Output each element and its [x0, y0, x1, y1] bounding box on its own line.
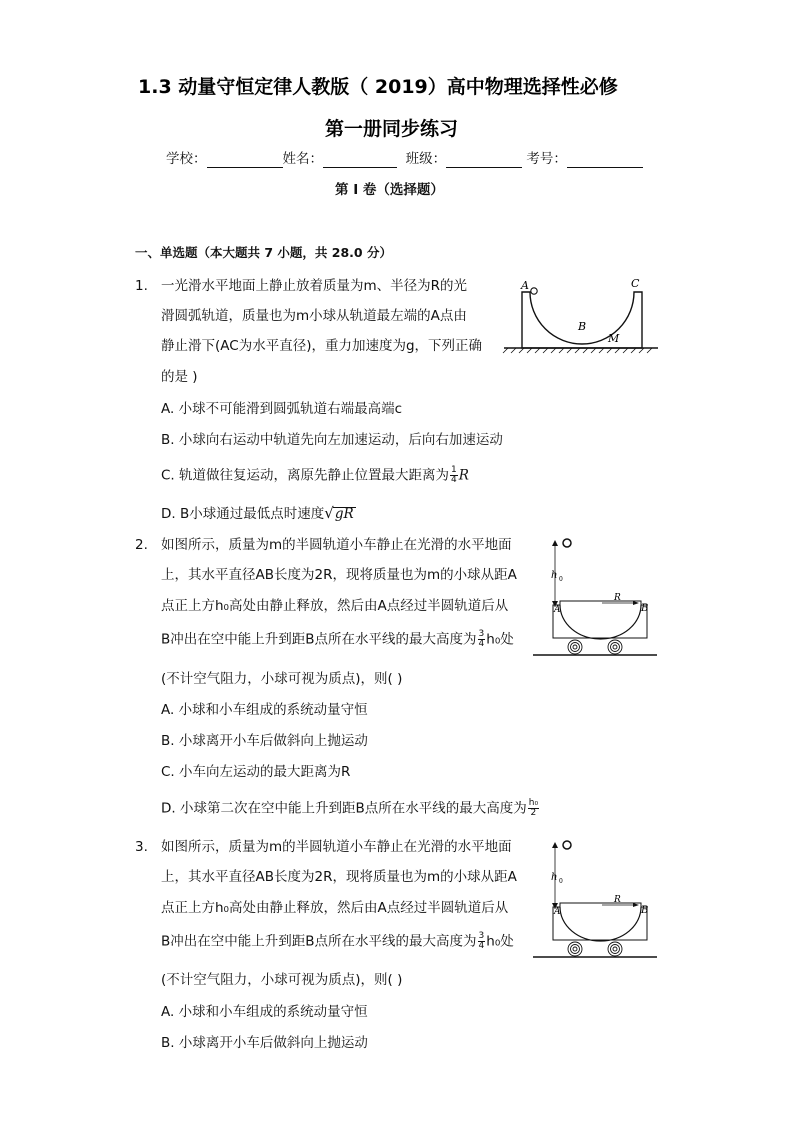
q3-option-b: B. 小球离开小车后做斜向上抛运动 [161, 1035, 368, 1051]
q1-track-diagram [502, 276, 662, 356]
q1-line1: 一光滑水平地面上静止放着质量为m、半径为R的光 [161, 278, 468, 294]
label-A: A [554, 605, 561, 615]
q3-number: 3. [135, 839, 148, 855]
section-title: 一、单选题（本大题共 7 小题，共 28.0 分） [135, 245, 392, 260]
q3-line5: (不计空气阻力，小球可视为质点)，则( ) [161, 972, 403, 988]
label-h-sub: 0 [559, 576, 563, 583]
fraction: $\frac{\text{h₀}}{2}$ [528, 798, 539, 818]
q2-line4: B冲出在空中能上升到距B点所在水平线的最大高度为 $\frac{3}{4}$ h₀处 [161, 629, 514, 649]
fraction: $\frac{3}{4}$ [478, 931, 485, 951]
label-M: M [608, 332, 620, 345]
q2-number: 2. [135, 537, 148, 553]
q1-option-a: A. 小球不可能滑到圆弧轨道右端最高端c [161, 401, 403, 417]
q2-option-d: D. 小球第二次在空中能上升到距B点所在水平线的最大高度为 $\frac{\text{h₀}}{2}$ [161, 798, 539, 818]
q1-line3: 静止滑下(AC为水平直径)，重力加速度为g，下列正确 [161, 338, 483, 354]
q1-line2: 滑圆弧轨道，质量也为m小球从轨道最左端的A点由 [161, 308, 467, 324]
volume-title: 第 I 卷（选择题） [335, 182, 444, 198]
class-field[interactable] [446, 153, 522, 168]
q3-cart-diagram [547, 837, 657, 967]
q3-line1: 如图所示，质量为m的半圆轨道小车静止在光滑的水平地面 [161, 839, 512, 855]
info-fields [166, 153, 643, 168]
q2-option-b: B. 小球离开小车后做斜向上抛运动 [161, 733, 368, 749]
q2-cart-diagram [547, 535, 657, 665]
label-C: C [631, 277, 640, 290]
q1-line4: 的是 ) [161, 369, 198, 385]
label-h-sub: 0 [559, 878, 563, 885]
page-title-line2: 第一册同步练习 [325, 118, 459, 140]
q3-line4: B冲出在空中能上升到距B点所在水平线的最大高度为 $\frac{3}{4}$ h₀处 [161, 931, 514, 951]
q3-option-a: A. 小球和小车组成的系统动量守恒 [161, 1004, 368, 1020]
q1-number: 1. [135, 278, 148, 294]
label-h: h [551, 570, 558, 581]
label-A: A [554, 907, 561, 917]
label-R: R [614, 593, 621, 603]
q2-option-c: C. 小车向左运动的最大距离为R [161, 764, 351, 780]
q2-line5: (不计空气阻力，小球可视为质点)，则( ) [161, 671, 403, 687]
sqrt-sign-icon: √ [324, 504, 334, 522]
label-h: h [551, 872, 558, 883]
fraction: $\frac{3}{4}$ [478, 629, 485, 649]
id-field[interactable] [567, 153, 643, 168]
label-B: B [641, 603, 649, 614]
name-label: 姓名： [282, 151, 323, 167]
q2-line2: 上，其水平直径AB长度为2R，现将质量也为m的小球从距A [161, 567, 517, 583]
q2-line1: 如图所示，质量为m的半圆轨道小车静止在光滑的水平地面 [161, 537, 512, 553]
q1-option-c: C. 轨道做往复运动，离原先静止位置最大距离为 $\frac{1}{4}$ R [161, 465, 469, 485]
class-label: 班级： [405, 151, 447, 167]
label-R: R [614, 895, 621, 905]
q1-option-b: B. 小球向右运动中轨道先向左加速运动，后向右加速运动 [161, 432, 503, 448]
school-field[interactable] [207, 153, 283, 168]
fraction: $\frac{1}{4}$ [451, 465, 457, 485]
page-title-line1: 1.3 动量守恒定律人教版（ 2019）高中物理选择性必修 [138, 76, 618, 98]
q3-line3: 点正上方h₀高处由静止释放，然后由A点经过半圆轨道后从 [161, 900, 509, 916]
wheel-icon [568, 640, 622, 654]
label-A: A [521, 279, 529, 292]
id-label: 考号： [526, 151, 567, 167]
label-B: B [641, 905, 649, 916]
name-field[interactable] [323, 153, 397, 168]
q2-option-a: A. 小球和小车组成的系统动量守恒 [161, 702, 368, 718]
q1-option-d: D. B小球通过最低点时速度√gR [161, 504, 354, 522]
q3-line2: 上，其水平直径AB长度为2R，现将质量也为m的小球从距A [161, 869, 517, 885]
school-label: 学校： [166, 151, 207, 167]
label-B: B [578, 320, 587, 333]
q2-line3: 点正上方h₀高处由静止释放，然后由A点经过半圆轨道后从 [161, 598, 509, 614]
wheel-icon [568, 942, 622, 956]
